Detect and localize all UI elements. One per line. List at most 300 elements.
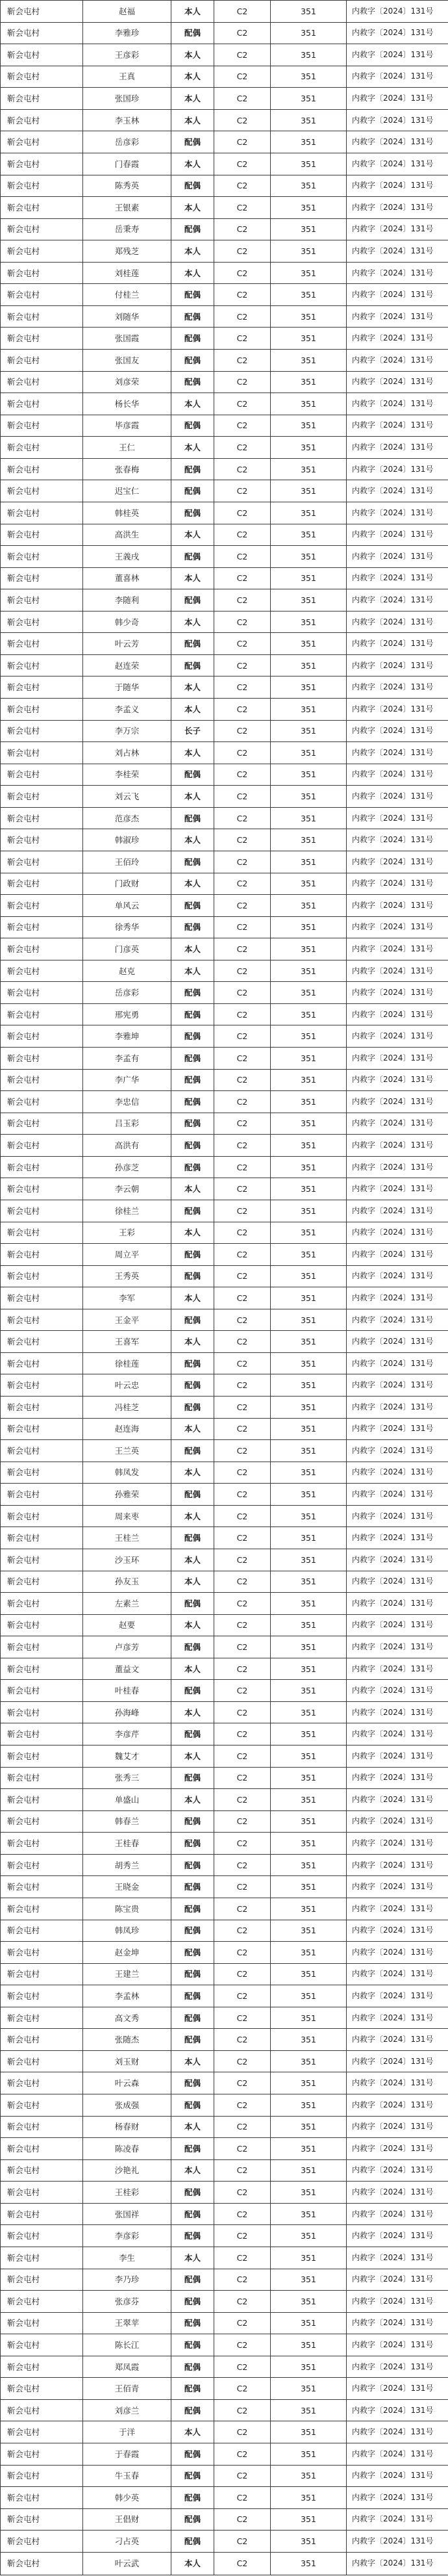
cell-document-no: 内救字〔2024〕131号 bbox=[347, 807, 448, 829]
table-row bbox=[1, 1701, 448, 1723]
cell-amount: 351 bbox=[271, 2465, 347, 2487]
table-body bbox=[1, 1, 448, 2575]
cell-category: C2 bbox=[214, 1331, 271, 1353]
cell-name: 门春霞 bbox=[83, 153, 171, 175]
cell-name: 单盛山 bbox=[83, 1789, 171, 1811]
table-row bbox=[1, 1135, 448, 1157]
cell-category: C2 bbox=[214, 2421, 271, 2443]
cell-name: 李孟林 bbox=[83, 1985, 171, 2007]
cell-relation: 配偶 bbox=[171, 1593, 214, 1615]
cell-category: C2 bbox=[214, 546, 271, 568]
cell-name: 魏艾才 bbox=[83, 1745, 171, 1768]
cell-category: C2 bbox=[214, 1287, 271, 1309]
cell-name: 高洪有 bbox=[83, 1135, 171, 1157]
cell-name: 韩少奇 bbox=[83, 611, 171, 633]
cell-name: 付桂兰 bbox=[83, 284, 171, 306]
cell-category: C2 bbox=[214, 699, 271, 721]
table-row bbox=[1, 2465, 448, 2487]
table-row bbox=[1, 1091, 448, 1113]
table-row bbox=[1, 895, 448, 917]
cell-village: 靳会屯村 bbox=[1, 676, 83, 699]
cell-category: C2 bbox=[214, 2531, 271, 2553]
cell-document-no: 内救字〔2024〕131号 bbox=[347, 589, 448, 612]
cell-name: 赵连荣 bbox=[83, 654, 171, 676]
cell-amount: 351 bbox=[271, 916, 347, 938]
cell-relation: 配偶 bbox=[171, 1898, 214, 1920]
cell-name: 叶云忠 bbox=[83, 1374, 171, 1397]
cell-name: 张成强 bbox=[83, 2094, 171, 2117]
cell-amount: 351 bbox=[271, 175, 347, 197]
cell-village: 靳会屯村 bbox=[1, 1636, 83, 1658]
cell-amount: 351 bbox=[271, 742, 347, 764]
cell-category: C2 bbox=[214, 1701, 271, 1723]
cell-document-no: 内救字〔2024〕131号 bbox=[347, 88, 448, 110]
table-row bbox=[1, 88, 448, 110]
cell-category: C2 bbox=[214, 1462, 271, 1484]
cell-relation: 本人 bbox=[171, 44, 214, 66]
cell-village: 靳会屯村 bbox=[1, 1069, 83, 1091]
table-row bbox=[1, 2443, 448, 2466]
cell-relation: 配偶 bbox=[171, 218, 214, 240]
cell-category: C2 bbox=[214, 1484, 271, 1506]
table-row bbox=[1, 2269, 448, 2291]
cell-category: C2 bbox=[214, 1614, 271, 1636]
cell-amount: 351 bbox=[271, 1854, 347, 1876]
cell-relation: 本人 bbox=[171, 873, 214, 895]
table-row bbox=[1, 415, 448, 437]
cell-village: 靳会屯村 bbox=[1, 567, 83, 589]
cell-name: 刘彦兰 bbox=[83, 2399, 171, 2421]
cell-document-no: 内救字〔2024〕131号 bbox=[347, 1571, 448, 1593]
cell-document-no: 内救字〔2024〕131号 bbox=[347, 1767, 448, 1789]
cell-amount: 351 bbox=[271, 1, 347, 23]
cell-category: C2 bbox=[214, 1069, 271, 1091]
cell-document-no: 内救字〔2024〕131号 bbox=[347, 2312, 448, 2334]
table-row bbox=[1, 1156, 448, 1178]
table-row bbox=[1, 480, 448, 502]
cell-relation: 配偶 bbox=[171, 2487, 214, 2509]
table-row bbox=[1, 1789, 448, 1811]
table-row bbox=[1, 2334, 448, 2356]
cell-name: 王金平 bbox=[83, 1309, 171, 1331]
cell-relation: 配偶 bbox=[171, 2072, 214, 2094]
table-row bbox=[1, 502, 448, 524]
cell-amount: 351 bbox=[271, 1265, 347, 1287]
cell-category: C2 bbox=[214, 1833, 271, 1855]
cell-name: 刘随华 bbox=[83, 305, 171, 328]
cell-name: 徐桂莲 bbox=[83, 1352, 171, 1374]
cell-document-no: 内救字〔2024〕131号 bbox=[347, 982, 448, 1004]
cell-village: 靳会屯村 bbox=[1, 371, 83, 393]
cell-document-no: 内救字〔2024〕131号 bbox=[347, 699, 448, 721]
table-row bbox=[1, 1571, 448, 1593]
cell-category: C2 bbox=[214, 2291, 271, 2313]
cell-village: 靳会屯村 bbox=[1, 1876, 83, 1898]
cell-document-no: 内救字〔2024〕131号 bbox=[347, 2356, 448, 2378]
cell-name: 孙彦芝 bbox=[83, 1156, 171, 1178]
cell-village: 靳会屯村 bbox=[1, 1091, 83, 1113]
cell-amount: 351 bbox=[271, 1222, 347, 1244]
cell-category: C2 bbox=[214, 502, 271, 524]
cell-category: C2 bbox=[214, 1352, 271, 1374]
cell-amount: 351 bbox=[271, 1593, 347, 1615]
cell-village: 靳会屯村 bbox=[1, 2378, 83, 2400]
cell-relation: 配偶 bbox=[171, 1309, 214, 1331]
cell-category: C2 bbox=[214, 1440, 271, 1462]
cell-name: 李云朝 bbox=[83, 1178, 171, 1200]
cell-document-no: 内救字〔2024〕131号 bbox=[347, 1244, 448, 1266]
cell-relation: 配偶 bbox=[171, 2029, 214, 2051]
table-row bbox=[1, 720, 448, 742]
cell-relation: 本人 bbox=[171, 1462, 214, 1484]
cell-category: C2 bbox=[214, 2247, 271, 2269]
cell-name: 韩淑珍 bbox=[83, 829, 171, 851]
cell-category: C2 bbox=[214, 1, 271, 23]
table-row bbox=[1, 2159, 448, 2182]
table-row bbox=[1, 2029, 448, 2051]
cell-name: 王桂彩 bbox=[83, 2182, 171, 2204]
cell-village: 靳会屯村 bbox=[1, 1244, 83, 1266]
cell-village: 靳会屯村 bbox=[1, 2116, 83, 2138]
cell-document-no: 内救字〔2024〕131号 bbox=[347, 546, 448, 568]
cell-relation: 配偶 bbox=[171, 1723, 214, 1745]
cell-amount: 351 bbox=[271, 1374, 347, 1397]
cell-document-no: 内救字〔2024〕131号 bbox=[347, 916, 448, 938]
cell-relation: 本人 bbox=[171, 153, 214, 175]
cell-name: 张秀三 bbox=[83, 1767, 171, 1789]
table-row bbox=[1, 1397, 448, 1419]
table-row bbox=[1, 786, 448, 808]
table-row bbox=[1, 2291, 448, 2313]
cell-document-no: 内救字〔2024〕131号 bbox=[347, 1091, 448, 1113]
cell-amount: 351 bbox=[271, 1876, 347, 1898]
cell-amount: 351 bbox=[271, 458, 347, 480]
cell-document-no: 内救字〔2024〕131号 bbox=[347, 1789, 448, 1811]
cell-category: C2 bbox=[214, 1636, 271, 1658]
cell-document-no: 内救字〔2024〕131号 bbox=[347, 458, 448, 480]
cell-village: 靳会屯村 bbox=[1, 1135, 83, 1157]
cell-name: 刁占英 bbox=[83, 2531, 171, 2553]
table-row bbox=[1, 2072, 448, 2094]
table-row bbox=[1, 153, 448, 175]
cell-village: 靳会屯村 bbox=[1, 2291, 83, 2313]
cell-relation: 本人 bbox=[171, 611, 214, 633]
cell-document-no: 内救字〔2024〕131号 bbox=[347, 480, 448, 502]
table-row bbox=[1, 960, 448, 982]
table-row bbox=[1, 1025, 448, 1048]
cell-relation: 本人 bbox=[171, 109, 214, 131]
cell-relation: 配偶 bbox=[171, 1374, 214, 1397]
table-row bbox=[1, 109, 448, 131]
cell-document-no: 内救字〔2024〕131号 bbox=[347, 851, 448, 873]
table-row bbox=[1, 1549, 448, 1571]
cell-amount: 351 bbox=[271, 1701, 347, 1723]
table-row bbox=[1, 2508, 448, 2531]
cell-relation: 配偶 bbox=[171, 1876, 214, 1898]
cell-name: 高洪生 bbox=[83, 524, 171, 546]
cell-category: C2 bbox=[214, 1374, 271, 1397]
cell-document-no: 内救字〔2024〕131号 bbox=[347, 2487, 448, 2509]
cell-relation: 配偶 bbox=[171, 1069, 214, 1091]
cell-document-no: 内救字〔2024〕131号 bbox=[347, 44, 448, 66]
cell-document-no: 内救字〔2024〕131号 bbox=[347, 1745, 448, 1768]
table-row bbox=[1, 1069, 448, 1091]
table-row bbox=[1, 1352, 448, 1374]
cell-amount: 351 bbox=[271, 2312, 347, 2334]
cell-relation: 配偶 bbox=[171, 1680, 214, 1702]
cell-document-no: 内救字〔2024〕131号 bbox=[347, 1527, 448, 1549]
cell-document-no: 内救字〔2024〕131号 bbox=[347, 2291, 448, 2313]
cell-amount: 351 bbox=[271, 1789, 347, 1811]
cell-relation: 配偶 bbox=[171, 1135, 214, 1157]
table-row bbox=[1, 873, 448, 895]
cell-amount: 351 bbox=[271, 1200, 347, 1222]
cell-category: C2 bbox=[214, 2443, 271, 2466]
cell-document-no: 内救字〔2024〕131号 bbox=[347, 2465, 448, 2487]
cell-document-no: 内救字〔2024〕131号 bbox=[347, 2247, 448, 2269]
cell-category: C2 bbox=[214, 2159, 271, 2182]
cell-amount: 351 bbox=[271, 2138, 347, 2160]
cell-document-no: 内救字〔2024〕131号 bbox=[347, 1440, 448, 1462]
cell-document-no: 内救字〔2024〕131号 bbox=[347, 1418, 448, 1440]
cell-village: 靳会屯村 bbox=[1, 1156, 83, 1178]
cell-category: C2 bbox=[214, 1113, 271, 1135]
cell-relation: 配偶 bbox=[171, 916, 214, 938]
cell-document-no: 内救字〔2024〕131号 bbox=[347, 328, 448, 350]
cell-document-no: 内救字〔2024〕131号 bbox=[347, 2531, 448, 2553]
cell-name: 陈秀英 bbox=[83, 175, 171, 197]
cell-category: C2 bbox=[214, 262, 271, 284]
cell-relation: 配偶 bbox=[171, 1200, 214, 1222]
cell-village: 靳会屯村 bbox=[1, 2203, 83, 2225]
cell-relation: 配偶 bbox=[171, 175, 214, 197]
cell-name: 董喜林 bbox=[83, 567, 171, 589]
cell-name: 韩凤发 bbox=[83, 1462, 171, 1484]
cell-village: 靳会屯村 bbox=[1, 1331, 83, 1353]
cell-relation: 配偶 bbox=[171, 1091, 214, 1113]
cell-document-no: 内救字〔2024〕131号 bbox=[347, 1985, 448, 2007]
table-row bbox=[1, 2138, 448, 2160]
cell-village: 靳会屯村 bbox=[1, 1113, 83, 1135]
cell-name: 岳秉寿 bbox=[83, 218, 171, 240]
cell-category: C2 bbox=[214, 1549, 271, 1571]
cell-relation: 配偶 bbox=[171, 458, 214, 480]
cell-relation: 配偶 bbox=[171, 1854, 214, 1876]
cell-amount: 351 bbox=[271, 1636, 347, 1658]
cell-village: 靳会屯村 bbox=[1, 1265, 83, 1287]
cell-amount: 351 bbox=[271, 1942, 347, 1964]
table-row bbox=[1, 567, 448, 589]
cell-name: 孙雅荣 bbox=[83, 1484, 171, 1506]
cell-amount: 351 bbox=[271, 1003, 347, 1025]
cell-name: 赵连海 bbox=[83, 1418, 171, 1440]
cell-category: C2 bbox=[214, 1593, 271, 1615]
table-row bbox=[1, 1331, 448, 1353]
cell-village: 靳会屯村 bbox=[1, 2356, 83, 2378]
cell-category: C2 bbox=[214, 611, 271, 633]
cell-name: 陈宝贵 bbox=[83, 1898, 171, 1920]
cell-document-no: 内救字〔2024〕131号 bbox=[347, 1505, 448, 1527]
table-row bbox=[1, 437, 448, 459]
cell-village: 靳会屯村 bbox=[1, 1462, 83, 1484]
table-row bbox=[1, 1440, 448, 1462]
cell-category: C2 bbox=[214, 44, 271, 66]
cell-document-no: 内救字〔2024〕131号 bbox=[347, 1222, 448, 1244]
cell-amount: 351 bbox=[271, 1418, 347, 1440]
cell-name: 岳彦彩 bbox=[83, 131, 171, 153]
cell-relation: 本人 bbox=[171, 393, 214, 415]
cell-name: 张彦芬 bbox=[83, 2291, 171, 2313]
cell-village: 靳会屯村 bbox=[1, 2225, 83, 2247]
cell-document-no: 内救字〔2024〕131号 bbox=[347, 350, 448, 372]
cell-village: 靳会屯村 bbox=[1, 1920, 83, 1942]
cell-relation: 配偶 bbox=[171, 480, 214, 502]
cell-document-no: 内救字〔2024〕131号 bbox=[347, 2508, 448, 2531]
cell-name: 韩桂英 bbox=[83, 502, 171, 524]
cell-relation: 配偶 bbox=[171, 2225, 214, 2247]
cell-relation: 本人 bbox=[171, 2421, 214, 2443]
cell-relation: 本人 bbox=[171, 960, 214, 982]
cell-village: 靳会屯村 bbox=[1, 1745, 83, 1768]
cell-village: 靳会屯村 bbox=[1, 2334, 83, 2356]
cell-category: C2 bbox=[214, 415, 271, 437]
table-row bbox=[1, 1680, 448, 1702]
cell-category: C2 bbox=[214, 22, 271, 44]
cell-relation: 本人 bbox=[171, 1745, 214, 1768]
table-row bbox=[1, 1462, 448, 1484]
cell-name: 门政财 bbox=[83, 873, 171, 895]
table-row bbox=[1, 676, 448, 699]
cell-village: 靳会屯村 bbox=[1, 1505, 83, 1527]
cell-name: 郑凤霞 bbox=[83, 2356, 171, 2378]
table-row bbox=[1, 1527, 448, 1549]
table-row bbox=[1, 1505, 448, 1527]
cell-amount: 351 bbox=[271, 2159, 347, 2182]
cell-amount: 351 bbox=[271, 807, 347, 829]
cell-village: 靳会屯村 bbox=[1, 1593, 83, 1615]
cell-document-no: 内救字〔2024〕131号 bbox=[347, 1, 448, 23]
cell-name: 王倡财 bbox=[83, 2508, 171, 2531]
cell-document-no: 内救字〔2024〕131号 bbox=[347, 2443, 448, 2466]
cell-category: C2 bbox=[214, 2487, 271, 2509]
cell-category: C2 bbox=[214, 1135, 271, 1157]
cell-village: 靳会屯村 bbox=[1, 2050, 83, 2072]
cell-village: 靳会屯村 bbox=[1, 1309, 83, 1331]
cell-name: 李孟有 bbox=[83, 1048, 171, 1070]
cell-village: 靳会屯村 bbox=[1, 807, 83, 829]
cell-amount: 351 bbox=[271, 2334, 347, 2356]
cell-category: C2 bbox=[214, 1222, 271, 1244]
cell-name: 刘占林 bbox=[83, 742, 171, 764]
cell-relation: 配偶 bbox=[171, 1244, 214, 1266]
cell-name: 李军 bbox=[83, 1287, 171, 1309]
cell-document-no: 内救字〔2024〕131号 bbox=[347, 873, 448, 895]
cell-amount: 351 bbox=[271, 2399, 347, 2421]
cell-document-no: 内救字〔2024〕131号 bbox=[347, 1352, 448, 1374]
cell-name: 王喜军 bbox=[83, 1331, 171, 1353]
cell-name: 王義戌 bbox=[83, 546, 171, 568]
table-row bbox=[1, 2050, 448, 2072]
cell-village: 靳会屯村 bbox=[1, 1352, 83, 1374]
cell-category: C2 bbox=[214, 1418, 271, 1440]
cell-relation: 本人 bbox=[171, 2050, 214, 2072]
cell-document-no: 内救字〔2024〕131号 bbox=[347, 1614, 448, 1636]
table-row bbox=[1, 1222, 448, 1244]
cell-document-no: 内救字〔2024〕131号 bbox=[347, 676, 448, 699]
cell-relation: 本人 bbox=[171, 1331, 214, 1353]
cell-name: 单风云 bbox=[83, 895, 171, 917]
cell-name: 王彦彩 bbox=[83, 44, 171, 66]
cell-amount: 351 bbox=[271, 131, 347, 153]
cell-amount: 351 bbox=[271, 982, 347, 1004]
cell-relation: 配偶 bbox=[171, 589, 214, 612]
cell-relation: 配偶 bbox=[171, 2356, 214, 2378]
cell-village: 靳会屯村 bbox=[1, 982, 83, 1004]
table-row bbox=[1, 1854, 448, 1876]
cell-name: 李玉林 bbox=[83, 109, 171, 131]
cell-document-no: 内救字〔2024〕131号 bbox=[347, 2094, 448, 2117]
cell-village: 靳会屯村 bbox=[1, 22, 83, 44]
cell-document-no: 内救字〔2024〕131号 bbox=[347, 960, 448, 982]
cell-name: 叶云芳 bbox=[83, 633, 171, 655]
cell-document-no: 内救字〔2024〕131号 bbox=[347, 2050, 448, 2072]
cell-village: 靳会屯村 bbox=[1, 66, 83, 88]
cell-document-no: 内救字〔2024〕131号 bbox=[347, 1200, 448, 1222]
cell-category: C2 bbox=[214, 2312, 271, 2334]
cell-relation: 配偶 bbox=[171, 1440, 214, 1462]
cell-amount: 351 bbox=[271, 1810, 347, 1833]
cell-name: 岳彦彩 bbox=[83, 982, 171, 1004]
cell-category: C2 bbox=[214, 589, 271, 612]
cell-document-no: 内救字〔2024〕131号 bbox=[347, 2378, 448, 2400]
cell-village: 靳会屯村 bbox=[1, 109, 83, 131]
cell-document-no: 内救字〔2024〕131号 bbox=[347, 1135, 448, 1157]
cell-amount: 351 bbox=[271, 66, 347, 88]
cell-name: 迟宝仁 bbox=[83, 480, 171, 502]
cell-category: C2 bbox=[214, 1200, 271, 1222]
cell-amount: 351 bbox=[271, 2508, 347, 2531]
cell-document-no: 内救字〔2024〕131号 bbox=[347, 1113, 448, 1135]
cell-relation: 配偶 bbox=[171, 1397, 214, 1419]
cell-village: 靳会屯村 bbox=[1, 1898, 83, 1920]
cell-village: 靳会屯村 bbox=[1, 197, 83, 219]
cell-village: 靳会屯村 bbox=[1, 742, 83, 764]
cell-relation: 配偶 bbox=[171, 2378, 214, 2400]
cell-document-no: 内救字〔2024〕131号 bbox=[347, 2159, 448, 2182]
cell-relation: 配偶 bbox=[171, 982, 214, 1004]
cell-relation: 配偶 bbox=[171, 2291, 214, 2313]
cell-document-no: 内救字〔2024〕131号 bbox=[347, 829, 448, 851]
cell-name: 孙友玉 bbox=[83, 1571, 171, 1593]
cell-village: 靳会屯村 bbox=[1, 88, 83, 110]
cell-document-no: 内救字〔2024〕131号 bbox=[347, 1178, 448, 1200]
cell-name: 李万宗 bbox=[83, 720, 171, 742]
table-row bbox=[1, 2421, 448, 2443]
cell-document-no: 内救字〔2024〕131号 bbox=[347, 1963, 448, 1985]
cell-village: 靳会屯村 bbox=[1, 589, 83, 612]
cell-category: C2 bbox=[214, 284, 271, 306]
cell-amount: 351 bbox=[271, 2531, 347, 2553]
cell-category: C2 bbox=[214, 567, 271, 589]
cell-amount: 351 bbox=[271, 1549, 347, 1571]
cell-name: 李彦芹 bbox=[83, 1723, 171, 1745]
cell-amount: 351 bbox=[271, 1397, 347, 1419]
cell-village: 靳会屯村 bbox=[1, 2182, 83, 2204]
cell-amount: 351 bbox=[271, 1091, 347, 1113]
cell-amount: 351 bbox=[271, 611, 347, 633]
cell-village: 靳会屯村 bbox=[1, 829, 83, 851]
cell-name: 杨长华 bbox=[83, 393, 171, 415]
